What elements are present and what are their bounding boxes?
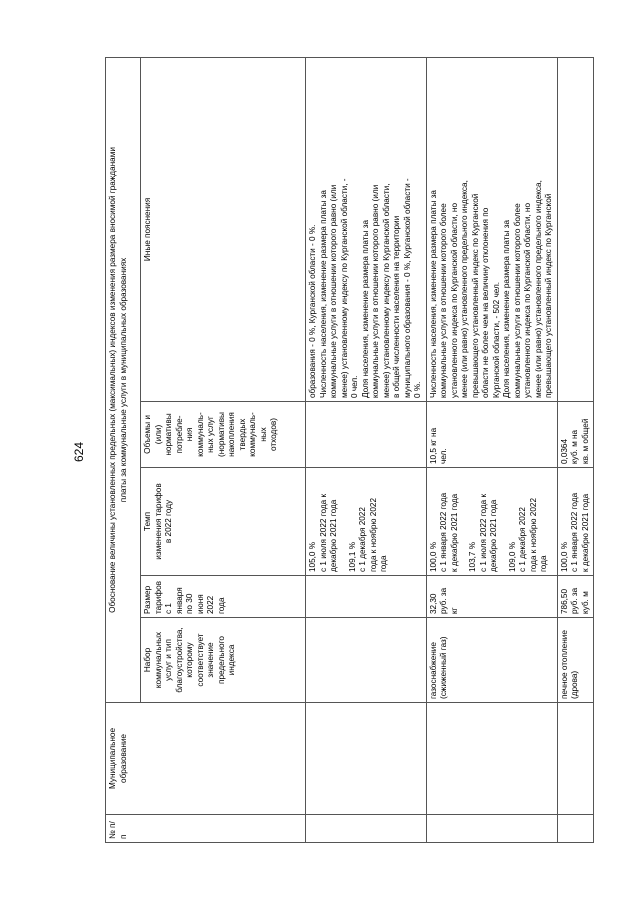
volume-line: кв. м общей — [580, 418, 590, 464]
notes-line: 0 чел. — [350, 375, 359, 398]
document-rotated-area — [105, 58, 605, 843]
header-line: с 1 — [164, 603, 173, 614]
notes-line: менее (или равно) установленного предельного индекса, — [533, 180, 543, 398]
cell-number — [557, 815, 594, 843]
header-line: (или) — [153, 424, 163, 445]
rate-line: к декабрю 2021 года — [449, 493, 459, 572]
volume-line: куб. м на — [570, 429, 579, 464]
cell-volume — [306, 402, 427, 468]
header-group-title-line: платы за коммунальные услуги в муниципальных образованиях — [118, 257, 128, 503]
notes-line: превышающего установленный индекс по Курганской — [470, 193, 480, 398]
header-municipality: Муниципальное образование — [106, 703, 306, 815]
header-line: благоустройства, — [174, 627, 184, 693]
rate-line: 109,0 % — [507, 541, 517, 572]
service-line: (сжиженный газ) — [439, 636, 448, 699]
rate-group — [508, 471, 550, 572]
header-line: твердых — [237, 418, 247, 451]
cell-municipality — [557, 703, 594, 815]
table-row — [426, 57, 557, 842]
cell-service — [306, 618, 427, 703]
notes-line: Численность населения, изменение размера платы за — [428, 190, 438, 398]
header-line: нормативы — [164, 413, 173, 456]
header-line: соответствует — [195, 633, 205, 687]
document-table-wrapper — [105, 58, 605, 843]
rate-line: с 1 декабря 2022 — [518, 507, 527, 572]
notes-line: Курганской области, - 502 чел. — [491, 281, 501, 398]
cell-number — [306, 815, 427, 843]
header-number: № п/п — [106, 815, 306, 843]
rate-group — [429, 471, 461, 572]
cell-number — [426, 815, 557, 843]
header-line: коммуналь- — [195, 412, 205, 457]
notes-line: менее) установленному индексу по Курганской области, — [381, 183, 391, 398]
cell-tariff-rate — [557, 468, 594, 576]
header-line: ния — [185, 427, 194, 442]
cell-volume — [426, 402, 557, 468]
header-line: ных услуг — [206, 416, 215, 453]
header-volumes — [141, 402, 306, 468]
header-line: Темп — [143, 511, 152, 532]
header-line: Объемы и — [143, 415, 152, 454]
header-line: (нормативы — [216, 412, 226, 457]
rate-line: к декабрю 2021 года — [580, 493, 590, 572]
rate-line: 105,0 % — [308, 541, 317, 572]
header-line: ных — [258, 427, 268, 442]
rate-group — [468, 471, 500, 572]
rate-line: с 1 декабря 2022 — [358, 507, 367, 572]
header-line: изменения тарифов — [153, 483, 163, 560]
tariff-line: 32,30 — [428, 593, 438, 614]
tariff-line: руб. за — [570, 587, 579, 614]
notes-line: Численность населения, изменение размера платы за — [318, 190, 328, 398]
rate-line: года — [539, 555, 548, 572]
rate-line: года к ноябрю 2022 — [368, 497, 378, 572]
justification-table — [105, 57, 594, 843]
notes-line: области не более чем на величину отклонения по — [481, 207, 490, 398]
rate-line: с 1 января 2022 года — [439, 492, 448, 572]
notes-line: менее (или равно) установленного предельного индекса, — [460, 180, 469, 398]
rate-group — [308, 471, 340, 572]
header-group-title-line: Обоснование величины установленных предельных (максимальных) индексов изменения размера вносимой гражданами — [108, 147, 117, 613]
header-line: коммуналь- — [248, 412, 257, 457]
header-tariff-rate — [141, 468, 306, 576]
volume-line: чел. — [439, 448, 448, 464]
cell-tariff — [557, 576, 594, 618]
cell-volume — [557, 402, 594, 468]
rate-line: года — [379, 555, 388, 572]
header-line: потребле- — [174, 415, 184, 454]
tariff-line: кг — [449, 607, 459, 614]
header-tariff-size — [141, 576, 306, 618]
header-line: коммунальных — [153, 631, 163, 689]
header-line: индекса — [227, 644, 236, 676]
header-line: 2022 — [206, 595, 215, 614]
header-group-title — [106, 57, 141, 702]
rate-line: 109,1 % — [347, 541, 357, 572]
cell-service — [557, 618, 594, 703]
rate-line: декабрю 2021 года — [489, 499, 498, 572]
service-line: газоснабжение — [428, 642, 438, 699]
cell-notes — [426, 57, 557, 401]
cell-notes — [306, 57, 427, 401]
tariff-line: 786,50 — [559, 588, 569, 614]
cell-tariff — [426, 576, 557, 618]
header-line: тарифов — [153, 581, 163, 614]
notes-line: установленного индекса по Курганской области, но — [523, 202, 532, 398]
rate-line: с 1 января 2022 года — [570, 492, 579, 572]
notes-line: коммунальные услуги в отношении которого более — [439, 203, 448, 398]
cell-tariff-rate — [306, 468, 427, 576]
volume-line: 10,5 кг на — [428, 427, 438, 464]
notes-line: установленного индекса по Курганской области, но — [449, 202, 459, 398]
notes-line: коммунальные услуги в отношении которого более — [512, 203, 522, 398]
page-number: 624 — [72, 441, 86, 463]
header-line: июня — [195, 594, 205, 614]
cell-tariff — [306, 576, 427, 618]
header-line: услуг и тип — [164, 639, 173, 681]
header-line: по 30 — [185, 593, 194, 614]
notes-line: превышающего установленный индекс по Курганской — [544, 193, 553, 398]
header-line: которому — [185, 642, 194, 678]
header-line: предельного — [216, 636, 226, 684]
notes-line: коммунальные услуги в отношении которого равно (или — [371, 184, 380, 398]
header-line: года — [216, 597, 226, 614]
service-line: (дрова) — [570, 670, 579, 699]
header-line: отходов) — [269, 418, 278, 451]
header-service-set — [141, 618, 306, 703]
rate-line: 100,0 % — [559, 541, 569, 572]
header-line: накопления — [227, 412, 236, 457]
table-row — [306, 57, 427, 842]
notes-line: 0 %. — [413, 381, 422, 398]
cell-municipality — [426, 703, 557, 815]
header-line: Набор — [143, 647, 152, 673]
rate-line: 100,0 % — [428, 541, 438, 572]
table-row — [557, 57, 594, 842]
rate-line: 103,7 % — [468, 541, 477, 572]
header-line: января — [174, 587, 184, 614]
header-line: в 2022 году — [164, 499, 173, 544]
notes-line: Доля населения, изменение размера платы за — [502, 220, 511, 398]
cell-tariff-rate — [426, 468, 557, 576]
notes-line: коммунальные услуги в отношении которого равно (или — [329, 184, 338, 398]
cell-municipality — [306, 703, 427, 815]
rate-line: с 1 июля 2022 года к — [478, 493, 488, 572]
notes-line: в общей численности населения на территории — [392, 215, 401, 398]
rate-group — [560, 471, 592, 572]
rate-line: с 1 июля 2022 года к — [318, 493, 328, 572]
notes-line: менее) установленному индексу по Курганской области, - — [339, 178, 349, 398]
volume-line: 0,0364 — [559, 438, 569, 464]
rate-line: декабрю 2021 года — [329, 499, 338, 572]
notes-line: образования - 0 %, Курганской области - 0 %. — [308, 224, 317, 398]
notes-line: Доля населения, изменение размера платы за — [360, 220, 370, 398]
notes-line: муниципального образования - 0 %, Курганской области - — [402, 178, 412, 398]
rate-line: года к ноябрю 2022 — [528, 497, 538, 572]
cell-notes — [557, 57, 594, 401]
rate-group — [348, 471, 390, 572]
tariff-line: куб. м — [580, 591, 590, 614]
cell-service — [426, 618, 557, 703]
tariff-line: руб. за — [439, 587, 448, 614]
service-line: печное отопление — [559, 630, 569, 699]
header-notes: Иные пояснения — [141, 57, 306, 401]
header-line: значение — [206, 642, 215, 678]
header-line: Размер — [143, 585, 152, 614]
